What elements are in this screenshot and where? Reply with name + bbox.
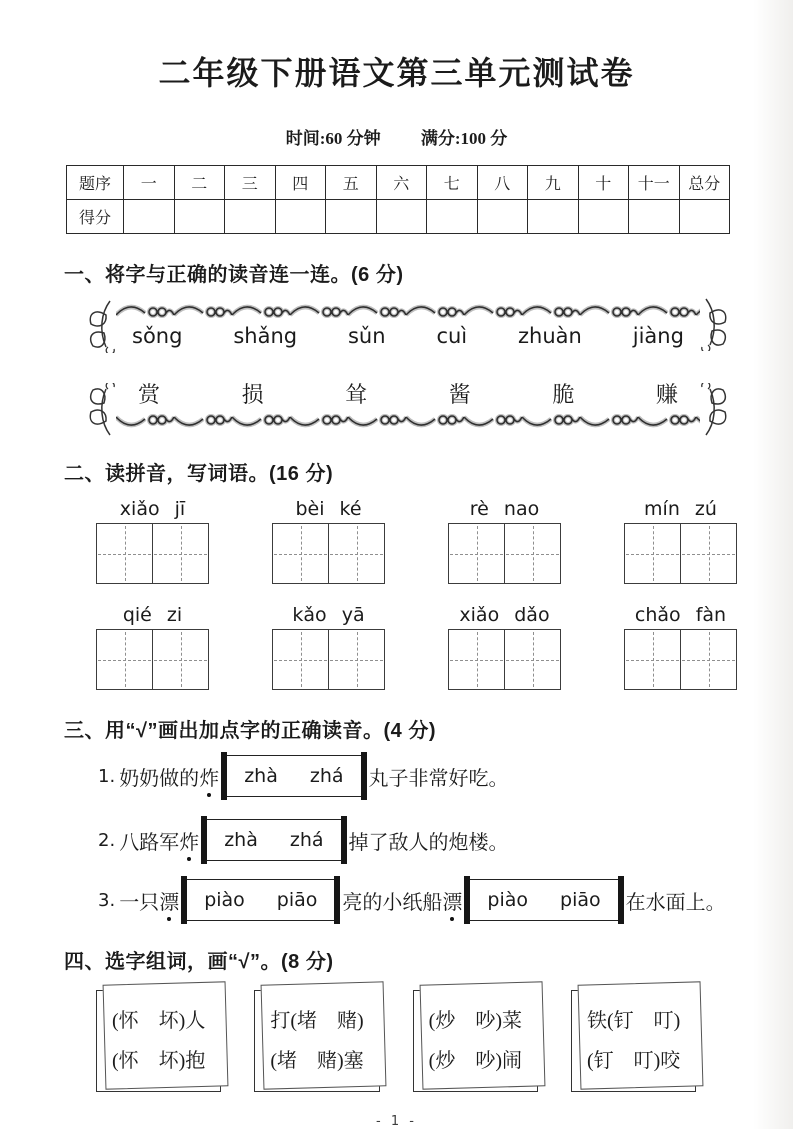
- writing-cell[interactable]: [328, 630, 384, 689]
- leaf-ornament-icon: [86, 383, 118, 437]
- sentence-text: 奶奶做的: [119, 767, 200, 790]
- choice-card: [571, 990, 696, 1092]
- choice-line[interactable]: (钉 叮)咬: [586, 1050, 681, 1072]
- score-cell[interactable]: [326, 200, 377, 234]
- full-score: 满分:100 分: [420, 129, 508, 148]
- pinyin-option[interactable]: sǒng: [132, 324, 183, 348]
- decorative-wave: [116, 411, 700, 433]
- score-cell[interactable]: [578, 200, 629, 234]
- score-col: 四: [275, 166, 326, 200]
- pronunciation-choice-box: [203, 819, 344, 861]
- sentence-text: 丸子非常好吃。: [368, 767, 509, 790]
- choice-line[interactable]: 铁(钉 叮): [586, 1010, 681, 1032]
- matching-pinyin-banner: [116, 299, 700, 348]
- decorative-wave: [116, 299, 700, 321]
- score-col: 十: [578, 166, 629, 200]
- pinyin-label: xiǎo jī: [119, 498, 186, 520]
- writing-cell[interactable]: [680, 524, 736, 583]
- score-cell[interactable]: [427, 200, 478, 234]
- word-group: [446, 604, 563, 690]
- pinyin-choice[interactable]: zhá: [289, 829, 324, 851]
- choice-line[interactable]: (怀 坏)抱: [112, 1050, 206, 1072]
- pinyin-option[interactable]: cuì: [436, 324, 468, 348]
- writing-cell[interactable]: [625, 630, 680, 689]
- score-cell[interactable]: [477, 200, 528, 234]
- sentence-text: 掉了敌人的炮楼。: [348, 831, 509, 854]
- character-option[interactable]: 赏: [138, 382, 161, 407]
- pinyin-writing-row-1: [94, 498, 793, 584]
- writing-cell[interactable]: [97, 524, 152, 583]
- character-option[interactable]: 耸: [345, 382, 368, 407]
- choice-card: [413, 990, 538, 1092]
- pinyin-label: rè nao: [469, 498, 540, 520]
- pinyin-choice[interactable]: zhà: [244, 765, 278, 787]
- score-col: 十一: [629, 166, 680, 200]
- word-group: [622, 604, 739, 690]
- pronunciation-choice-box: [466, 879, 621, 921]
- sentence-text: 在水面上。: [625, 891, 726, 914]
- pinyin-choice[interactable]: piào: [204, 889, 245, 911]
- leaf-ornament-icon: [698, 383, 730, 437]
- score-table-header-row: [67, 166, 730, 200]
- word-group: [446, 498, 563, 584]
- pinyin-label: mín zú: [644, 498, 717, 520]
- word-group: [270, 604, 387, 690]
- section2-heading: 二、读拼音，写词语。(16 分): [64, 463, 334, 485]
- score-col: 五: [326, 166, 377, 200]
- pinyin-label: qié zi: [122, 604, 183, 626]
- question-number: 2.: [98, 829, 116, 851]
- choice-line[interactable]: (堵 赌)塞: [270, 1050, 364, 1072]
- score-col: 七: [427, 166, 478, 200]
- writing-cell[interactable]: [504, 524, 560, 583]
- pinyin-option[interactable]: sǔn: [347, 324, 386, 348]
- leaf-ornament-icon: [698, 297, 730, 351]
- pinyin-label: kǎo yā: [292, 604, 365, 626]
- score-cell[interactable]: [629, 200, 680, 234]
- pinyin-label: xiǎo dǎo: [459, 604, 550, 626]
- writing-cell[interactable]: [328, 524, 384, 583]
- page-number: - 1 -: [376, 1114, 417, 1129]
- question-number: 1.: [98, 765, 116, 787]
- word-group: [622, 498, 739, 584]
- question-row: [98, 755, 793, 797]
- pinyin-choice[interactable]: zhà: [224, 829, 258, 851]
- section1-heading: 一、将字与正确的读音连一连。(6 分): [64, 264, 404, 286]
- pinyin-option[interactable]: jiàng: [632, 324, 684, 348]
- sentence-text: 亮的小纸船: [342, 891, 443, 914]
- pinyin-label: chǎo fàn: [634, 604, 727, 626]
- score-cell[interactable]: [225, 200, 276, 234]
- pinyin-choice[interactable]: piāo: [560, 889, 601, 911]
- score-row-head: 得分: [67, 200, 124, 234]
- sentence-text: 八路军: [119, 831, 180, 854]
- writing-cell[interactable]: [449, 524, 504, 583]
- section3-heading: 三、用“√”画出加点字的正确读音。(4 分): [64, 720, 436, 742]
- writing-cell[interactable]: [273, 630, 328, 689]
- question-number: 3.: [98, 889, 116, 911]
- dotted-character: 漂: [442, 886, 462, 915]
- score-col: 总分: [679, 166, 730, 200]
- test-info: [0, 124, 793, 149]
- leaf-ornament-icon: [86, 299, 118, 353]
- pronunciation-choice-box: [183, 879, 338, 921]
- choice-card: [96, 990, 221, 1092]
- pinyin-label: bèi ké: [295, 498, 362, 520]
- pinyin-option[interactable]: shǎng: [233, 324, 298, 348]
- score-cell[interactable]: [275, 200, 326, 234]
- choice-line[interactable]: 打(堵 赌): [270, 1010, 364, 1032]
- score-col: 二: [174, 166, 225, 200]
- character-option[interactable]: 酱: [448, 382, 471, 407]
- writing-cell[interactable]: [97, 630, 152, 689]
- score-table-score-row: [67, 200, 730, 234]
- dotted-character: 炸: [179, 826, 199, 855]
- pronunciation-choice-box: [223, 755, 364, 797]
- writing-cell[interactable]: [504, 630, 560, 689]
- character-option[interactable]: 脆: [552, 382, 575, 407]
- score-col: 一: [124, 166, 175, 200]
- score-table-head: 题序: [67, 166, 124, 200]
- page-title: 二年级下册语文第三单元测试卷: [158, 55, 635, 91]
- word-group: [270, 498, 387, 584]
- matching-character-banner: [116, 378, 700, 433]
- writing-cell[interactable]: [152, 630, 208, 689]
- writing-cell[interactable]: [625, 524, 680, 583]
- section4-heading: 四、选字组词，画“√”。(8 分): [64, 951, 334, 973]
- sentence-text: 一只: [119, 891, 160, 914]
- pinyin-choice[interactable]: piào: [487, 889, 529, 911]
- character-option[interactable]: 损: [241, 382, 264, 407]
- score-cell[interactable]: [174, 200, 225, 234]
- pinyin-writing-row-2: [94, 604, 793, 690]
- time-limit: 时间:60 分钟: [285, 129, 381, 148]
- dotted-character: 漂: [159, 886, 179, 915]
- score-cell[interactable]: [124, 200, 175, 234]
- dotted-character: 炸: [199, 762, 219, 791]
- writing-cell[interactable]: [152, 524, 208, 583]
- writing-cell[interactable]: [680, 630, 736, 689]
- word-group: [94, 498, 211, 584]
- score-table: [66, 165, 730, 234]
- writing-cell[interactable]: [449, 630, 504, 689]
- choice-card: [254, 990, 379, 1092]
- choose-character-cards: [96, 990, 793, 1092]
- writing-cell[interactable]: [273, 524, 328, 583]
- pinyin-option[interactable]: zhuàn: [518, 324, 582, 348]
- score-cell[interactable]: [376, 200, 427, 234]
- score-col: 九: [528, 166, 579, 200]
- choice-line[interactable]: (怀 坏)人: [112, 1010, 206, 1032]
- pinyin-choice[interactable]: piāo: [276, 889, 318, 911]
- score-col: 六: [376, 166, 427, 200]
- score-cell[interactable]: [528, 200, 579, 234]
- word-group: [94, 604, 211, 690]
- pinyin-choice[interactable]: zhá: [309, 765, 344, 787]
- score-col: 八: [477, 166, 528, 200]
- score-cell[interactable]: [679, 200, 730, 234]
- question-row: [98, 819, 793, 861]
- question-row: [98, 879, 793, 921]
- choice-line[interactable]: (炒 吵)闹: [428, 1050, 522, 1072]
- score-col: 三: [225, 166, 276, 200]
- choice-line[interactable]: (炒 吵)菜: [428, 1010, 522, 1032]
- character-option[interactable]: 赚: [655, 382, 678, 407]
